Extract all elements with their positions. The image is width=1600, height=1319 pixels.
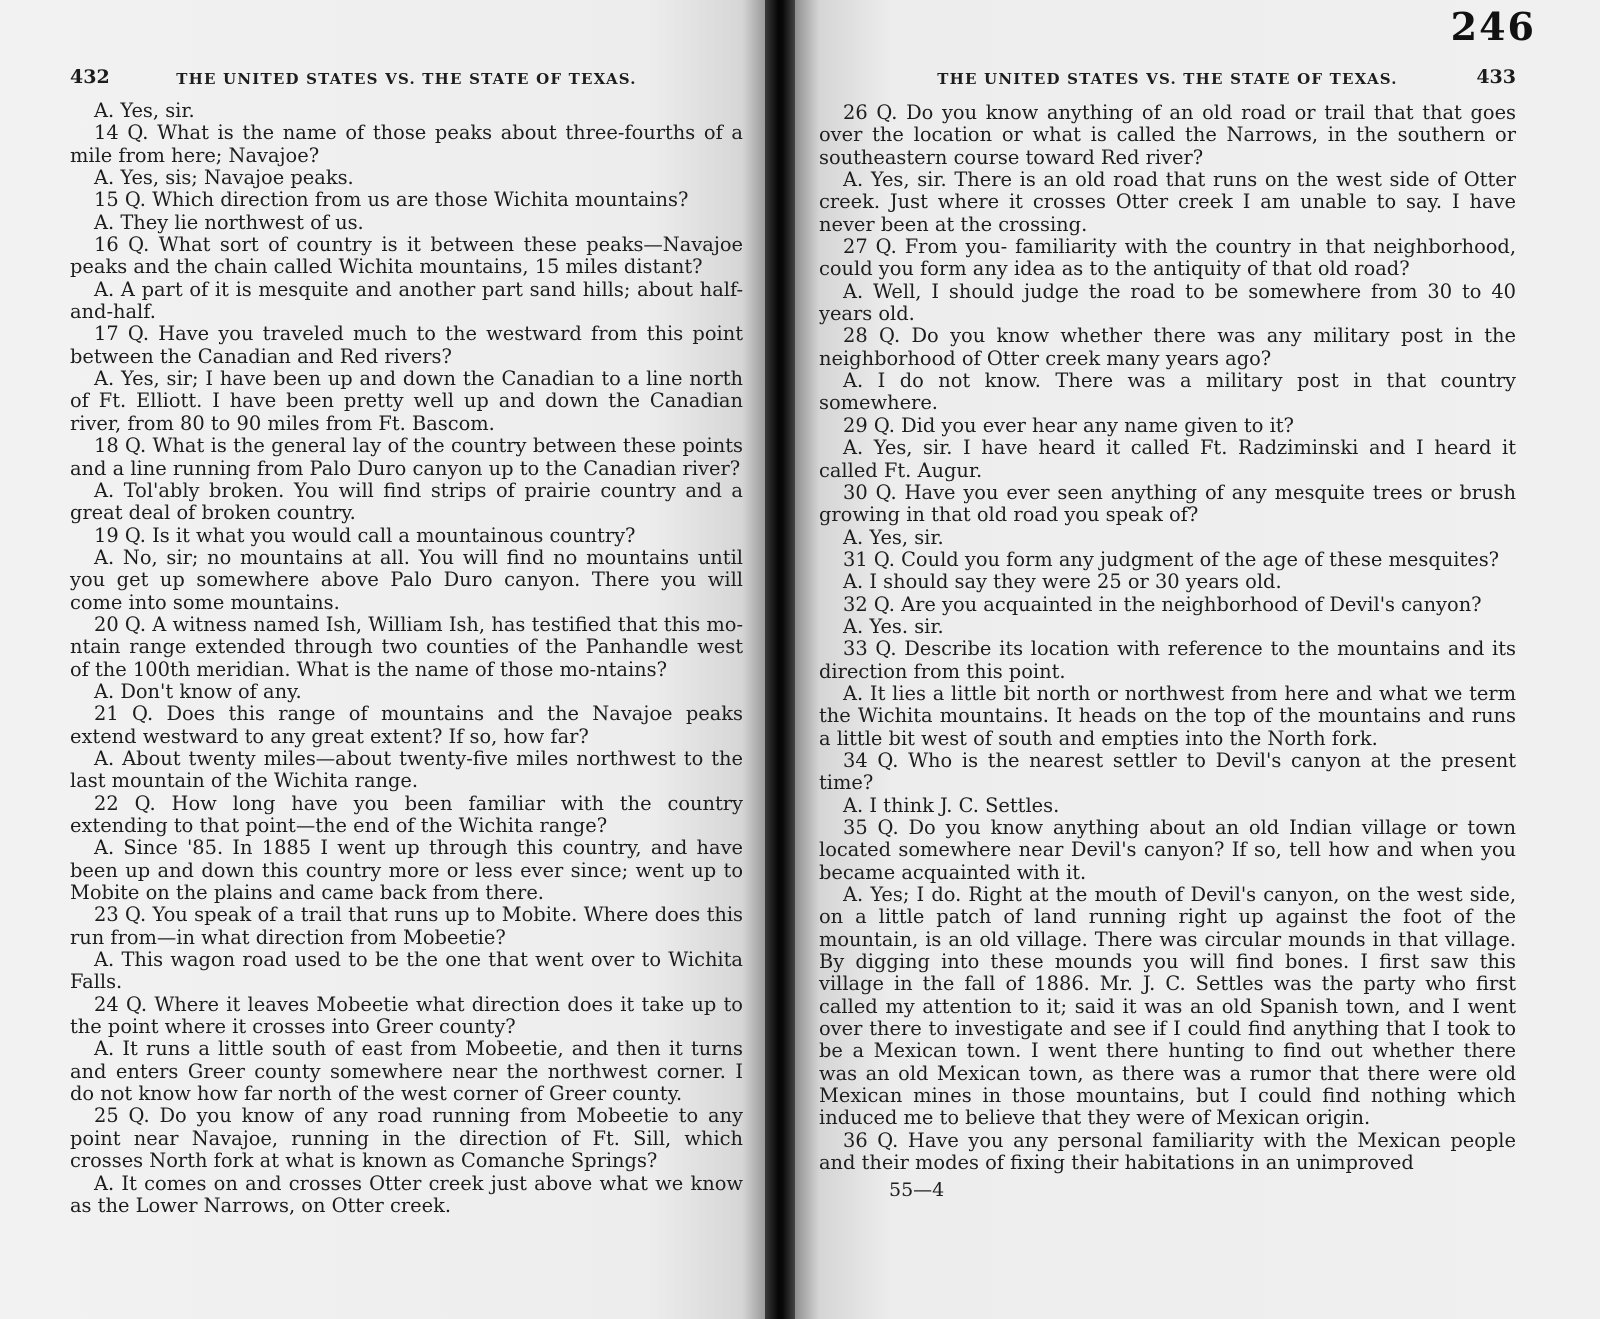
testimony-paragraph: 36 Q. Have you any personal familiarity with the Mexican people and their modes of fixing their habitations in an unimproved: [819, 1128, 1516, 1175]
testimony-paragraph: A. Yes; I do. Right at the mouth of Devil's canyon, on the west side, on a little patch of land running right up against the foot of the mountain, is an old village. There was circular mounds in that village. By digging into these mounds you will find bones. I first saw this village in the fall of 1886. Mr. J. C. Settles was the party who first called my attention to it; said it was an old Spanish town, and I went over there to investigate and see if I could find anything that I took to be a Mexican town. I went there hunting to find out whether there was an old Mexican town, as there was a rumor that there were old Mexican mines in those mountains, but I could find nothing which induced me to believe that they were of Mexican origin.: [819, 883, 1516, 1130]
testimony-paragraph: 23 Q. You speak of a trail that runs up to Mobite. Where does this run from—in what direction from Mobeetie?: [70, 903, 743, 949]
testimony-paragraph: A. Since '85. In 1885 I went up through this country, and have been up and down this country more or less ever since; went up to Mobite on the plains and came back from there.: [70, 836, 743, 905]
testimony-paragraph: A. Well, I should judge the road to be somewhere from 30 to 40 years old.: [819, 279, 1516, 326]
right-running-head: THE UNITED STATES VS. THE STATE OF TEXAS.: [937, 70, 1398, 88]
testimony-paragraph: A. Yes, sir. I have heard it called Ft. Radziminski and I heard it called Ft. Augur.: [819, 436, 1516, 482]
testimony-paragraph: A. About twenty miles—about twenty-five miles northwest to the last mountain of the Wichita range.: [70, 746, 743, 793]
testimony-paragraph: A. I think J. C. Settles.: [843, 793, 1060, 817]
testimony-paragraph: 21 Q. Does this range of mountains and the Navajoe peaks extend westward to any great extent? If so, how far?: [70, 702, 743, 748]
testimony-paragraph: 28 Q. Do you know whether there was any military post in the neighborhood of Otter creek many years ago?: [819, 324, 1516, 370]
testimony-paragraph: A. I do not know. There was a military post in that country somewhere.: [819, 369, 1516, 415]
testimony-paragraph: 35 Q. Do you know anything about an old Indian village or town located somewhere near Devil's canyon? If so, tell how and when you became acquainted with it.: [819, 816, 1516, 884]
right-page-body: [819, 100, 1516, 1175]
testimony-paragraph: 29 Q. Did you ever hear any name given to it?: [843, 413, 1294, 437]
testimony-paragraph: 22 Q. How long have you been familiar with the country extending to that point—the end of the Wichita range?: [70, 791, 743, 837]
testimony-paragraph: A. Don't know of any.: [94, 679, 302, 703]
left-page-number: 432: [70, 66, 110, 88]
testimony-paragraph: A. It comes on and crosses Otter creek just above what we know as the Lower Narrows, on Otter creek.: [70, 1171, 743, 1217]
testimony-paragraph: 16 Q. What sort of country is it between these peaks—Navajoe peaks and the chain called Wichita mountains, 15 miles distant?: [70, 233, 743, 279]
testimony-paragraph: 30 Q. Have you ever seen anything of any mesquite trees or brush growing in that old road you speak of?: [819, 480, 1516, 527]
book-gutter: [765, 0, 795, 1319]
testimony-paragraph: A. Tol'ably broken. You will find strips of prairie country and a great deal of broken country.: [70, 478, 743, 525]
testimony-paragraph: 34 Q. Who is the nearest settler to Devil's canyon at the present time?: [819, 748, 1516, 795]
right-page-number: 433: [1476, 66, 1516, 88]
testimony-paragraph: 33 Q. Describe its location with reference to the mountains and its direction from this point.: [819, 637, 1516, 683]
testimony-paragraph: A. They lie northwest of us.: [94, 210, 364, 234]
testimony-paragraph: A. Yes. sir.: [843, 614, 944, 638]
testimony-paragraph: 27 Q. From you- familiarity with the country in that neighborhood, could you form any idea as to the antiquity of that old road?: [819, 235, 1516, 281]
testimony-paragraph: A. A part of it is mesquite and another part sand hills; about half-and-half.: [70, 277, 743, 324]
signature-mark: 55—4: [889, 1178, 945, 1201]
testimony-paragraph: A. It runs a little south of east from Mobeetie, and then it turns and enters Greer county somewhere near the northwest corner. I do not know how far north of the west corner of Greer county.: [70, 1037, 743, 1106]
testimony-paragraph: 26 Q. Do you know anything of an old road or trail that that goes over the location or what is called the Narrows, in the southern or southeastern course toward Red river?: [819, 101, 1516, 169]
left-page: [0, 0, 765, 1319]
right-page-header: [819, 66, 1516, 100]
testimony-paragraph: A. No, sir; no mountains at all. You will find no mountains until you get up somewhere above Palo Duro canyon. There you will come into some mountains.: [70, 545, 743, 614]
testimony-paragraph: A. Yes, sir.: [843, 525, 944, 549]
testimony-paragraph: A. It lies a little bit north or northwest from here and what we term the Wichita mountains. It heads on the top of the mountains and runs a little bit west of south and empties into the North fork.: [819, 681, 1516, 750]
testimony-paragraph: A. Yes, sir. There is an old road that runs on the west side of Otter creek. Just where it crosses Otter creek I am unable to say. I have never been at the crossing.: [819, 168, 1516, 236]
testimony-paragraph: A. Yes, sis; Navajoe peaks.: [94, 166, 354, 190]
right-page: [795, 0, 1600, 1319]
testimony-paragraph: A. I should say they were 25 or 30 years old.: [843, 570, 1282, 594]
stamped-sheet-number: 246: [1450, 4, 1536, 49]
testimony-paragraph: A. Yes, sir; I have been up and down the Canadian to a line north of Ft. Elliott. I have been pretty well up and down the Canadian river, from 80 to 90 miles from Ft. Bascom.: [70, 367, 743, 435]
testimony-paragraph: 24 Q. Where it leaves Mobeetie what direction does it take up to the point where it crosses into Greer county?: [70, 992, 743, 1039]
left-running-head: THE UNITED STATES VS. THE STATE OF TEXAS.: [176, 70, 637, 88]
left-page-body: [70, 100, 743, 1217]
testimony-paragraph: 18 Q. What is the general lay of the country between these points and a line running from Palo Duro canyon up to the Canadian river?: [70, 434, 743, 480]
testimony-paragraph: 20 Q. A witness named Ish, William Ish, has testified that this mo-ntain range extended through two counties of the Panhandle west of the 100th meridian. What is the name of those mo-ntains?: [70, 612, 743, 681]
testimony-paragraph: A. Yes, sir.: [94, 99, 195, 122]
testimony-paragraph: A. This wagon road used to be the one that went over to Wichita Falls.: [70, 948, 743, 994]
testimony-paragraph: 14 Q. What is the name of those peaks about three-fourths of a mile from here; Navajoe?: [70, 121, 743, 167]
testimony-paragraph: 31 Q. Could you form any judgment of the age of these mesquites?: [843, 547, 1500, 571]
testimony-paragraph: 19 Q. Is it what you would call a mountainous country?: [94, 523, 636, 547]
testimony-paragraph: 25 Q. Do you know of any road running from Mobeetie to any point near Navajoe, running in the direction of Ft. Sill, which crosses North fork at what is known as Comanche Springs?: [70, 1104, 743, 1173]
testimony-paragraph: 17 Q. Have you traveled much to the westward from this point between the Canadian and Red rivers?: [70, 322, 743, 368]
testimony-paragraph: 15 Q. Which direction from us are those Wichita mountains?: [94, 188, 689, 212]
testimony-paragraph: 32 Q. Are you acquainted in the neighborhood of Devil's canyon?: [843, 592, 1482, 616]
left-page-header: [70, 66, 743, 100]
